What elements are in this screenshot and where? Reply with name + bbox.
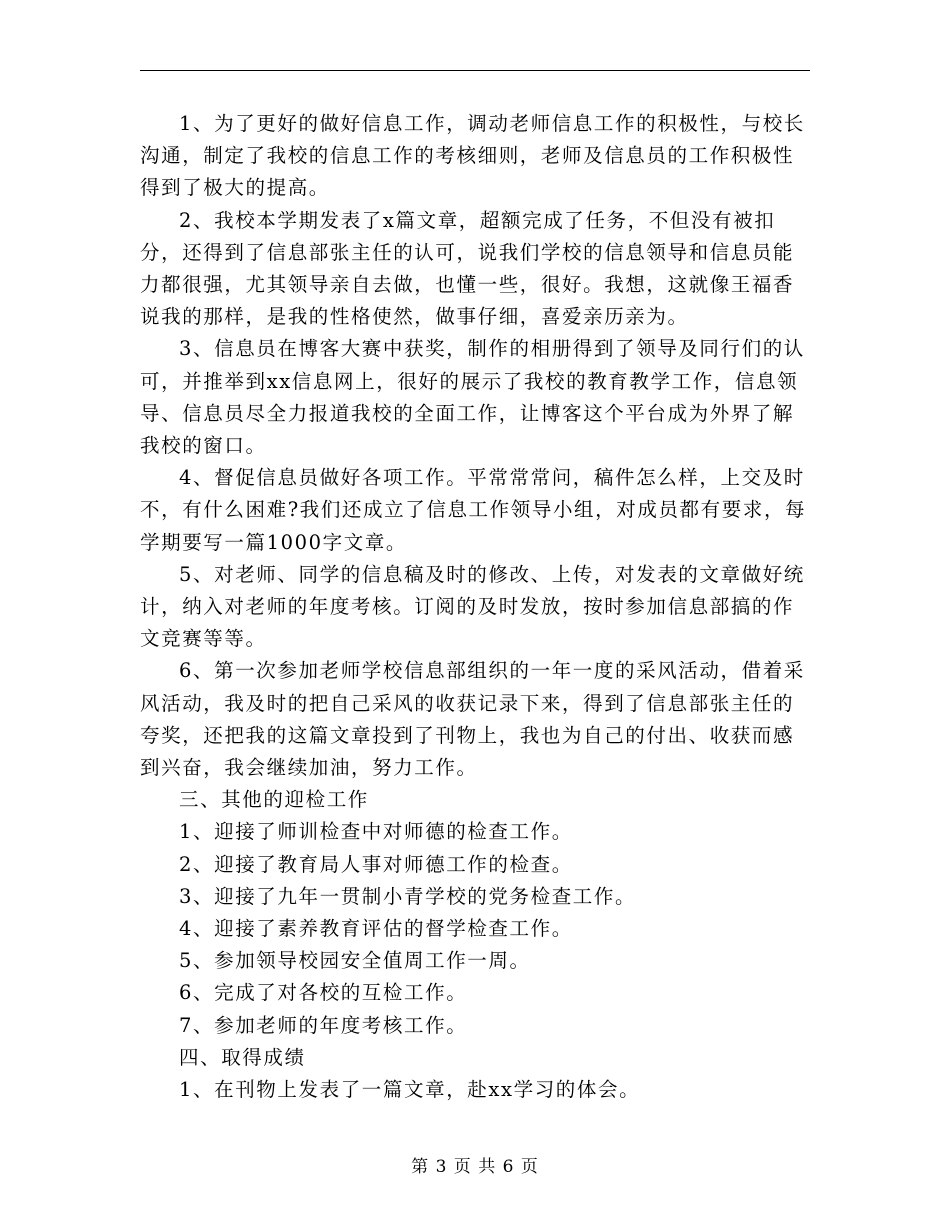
section-three-heading: 三、其他的迎检工作: [179, 788, 369, 812]
section-three-item: 6、完成了对各校的互检工作。: [179, 981, 468, 1005]
paragraph-6: 6、第一次参加老师学校信息部组织的一年一度的采风活动，借着采风活动，我及时的把自己采风的收获记录下来，得到了信息部张主任的夸奖，还把我的这篇文章投到了刊物上，我也为自己的付出、收获而感到兴奋，我会继续加油，努力工作。: [140, 659, 805, 780]
section-three-item: 5、参加领导校园安全值周工作一周。: [179, 949, 531, 973]
document-body: [140, 108, 810, 1106]
paragraph-3: 3、信息员在博客大赛中获奖，制作的相册得到了领导及同行们的认可，并推举到xx信息网上，很好的展示了我校的教育教学工作，信息领导、信息员尽全力报道我校的全面工作，让博客这个平台成为外界了解我校的窗口。: [140, 337, 805, 458]
section-three-item: 2、迎接了教育局人事对师德工作的检查。: [179, 852, 573, 876]
section-three-item: 7、参加老师的年度考核工作。: [179, 1013, 468, 1037]
paragraph-1: 1、为了更好的做好信息工作，调动老师信息工作的积极性，与校长沟通，制定了我校的信息工作的考核细则，老师及信息员的工作积极性得到了极大的提高。: [140, 112, 805, 200]
section-four-heading: 四、取得成绩: [179, 1045, 306, 1069]
paragraph-2: 2、我校本学期发表了x篇文章，超额完成了任务，不但没有被扣分，还得到了信息部张主任的认可，说我们学校的信息领导和信息员能力都很强，尤其领导亲自去做，也懂一些，很好。我想，这就像王福香说我的那样，是我的性格使然，做事仔细，喜爱亲历亲为。: [140, 208, 795, 329]
section-three-item: 1、迎接了师训检查中对师德的检查工作。: [179, 820, 573, 844]
page-number: 第 3 页 共 6 页: [411, 1157, 539, 1177]
paragraph-5: 5、对老师、同学的信息稿及时的修改、上传，对发表的文章做好统计，纳入对老师的年度考核。订阅的及时发放，按时参加信息部搞的作文竞赛等等。: [140, 562, 805, 651]
section-three-item: 4、迎接了素养教育评估的督学检查工作。: [179, 917, 573, 941]
section-three-item: 3、迎接了九年一贯制小青学校的党务检查工作。: [179, 884, 637, 908]
section-four-item: 1、在刊物上发表了一篇文章，赴xx学习的体会。: [179, 1078, 641, 1102]
header-rule: [140, 70, 810, 71]
paragraph-4: 4、督促信息员做好各项工作。平常常常问，稿件怎么样，上交及时不，有什么困难?我们还成立了信息工作领导小组，对成员都有要求，每学期要写一篇1000字文章。: [140, 466, 807, 554]
